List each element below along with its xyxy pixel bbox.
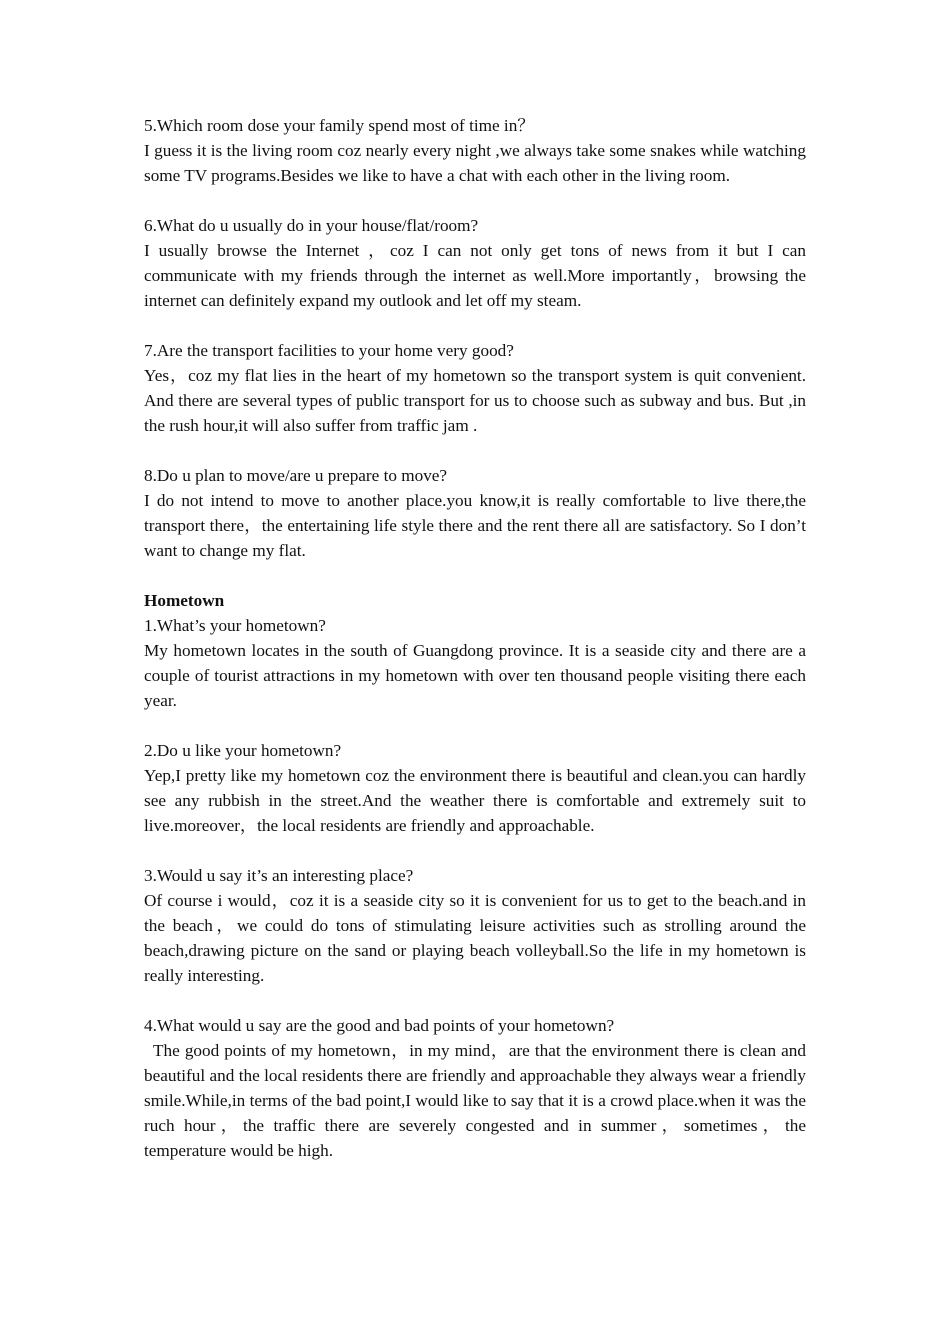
section-heading-hometown: Hometown [144, 591, 225, 610]
qa-block-house-7 [144, 338, 806, 438]
answer-text: My hometown locates in the south of Guangdong province. It is a seaside city and there are a couple of tourist attractions in my hometown with over ten thousand people visiting there each year. [144, 641, 806, 710]
answer-text: Yep,I pretty like my hometown coz the environment there is beautiful and clean.you can hardly see any rubbish in the street.And the weather there is comfortable and extremely suit to live.moreover，the local residents are friendly and approachable. [144, 766, 806, 835]
qa-block-house-6 [144, 213, 806, 313]
question-text: 6.What do u usually do in your house/flat/room? [144, 216, 479, 235]
qa-block-hometown-3 [144, 863, 806, 988]
question-text: 5.Which room dose your family spend most of time in？ [144, 116, 535, 135]
question-text: 1.What’s your hometown? [144, 616, 326, 635]
qa-block-hometown-2 [144, 738, 806, 838]
document-page [144, 113, 806, 1188]
answer-text: Of course i would，coz it is a seaside city so it is convenient for us to get to the beach.and in the beach，we could do tons of stimulating leisure activities such as strolling around the beach,drawing picture on the sand or playing beach volleyball.So the life in my hometown is really interesting. [144, 891, 806, 985]
question-text: 3.Would u say it’s an interesting place? [144, 866, 414, 885]
question-text: 8.Do u plan to move/are u prepare to move? [144, 466, 448, 485]
answer-text: The good points of my hometown，in my mind，are that the environment there is clean and beautiful and the local residents there are friendly and approachable they always wear a friendly smile.While,in terms of the bad point,I would like to say that it is a crowd place.when it was the ruch hour，the traffic there are severely congested and in summer，sometimes，the temperature would be high. [144, 1041, 806, 1160]
answer-text: I usually browse the Internet ，coz I can not only get tons of news from it but I can communicate with my friends through the internet as well.More importantly，browsing the internet can definitely expand my outlook and let off my steam. [144, 241, 806, 310]
answer-text: I do not intend to move to another place.you know,it is really comfortable to live there,the transport there，the entertaining life style there and the rent there all are satisfactory. So I don’t want to change my flat. [144, 491, 806, 560]
qa-block-house-8 [144, 463, 806, 563]
question-text: 2.Do u like your hometown? [144, 741, 342, 760]
qa-block-hometown-1 [144, 613, 806, 713]
question-text: 7.Are the transport facilities to your home very good? [144, 341, 514, 360]
qa-block-hometown-4 [144, 1013, 806, 1163]
answer-text: Yes，coz my flat lies in the heart of my hometown so the transport system is quit convenient. And there are several types of public transport for us to choose such as subway and bus. But ,in the rush hour,it will also suffer from traffic jam . [144, 366, 806, 435]
question-text: 4.What would u say are the good and bad points of your hometown? [144, 1016, 615, 1035]
answer-text: I guess it is the living room coz nearly every night ,we always take some snakes while watching some TV programs.Besides we like to have a chat with each other in the living room. [144, 141, 806, 185]
qa-block-house-5 [144, 113, 806, 188]
